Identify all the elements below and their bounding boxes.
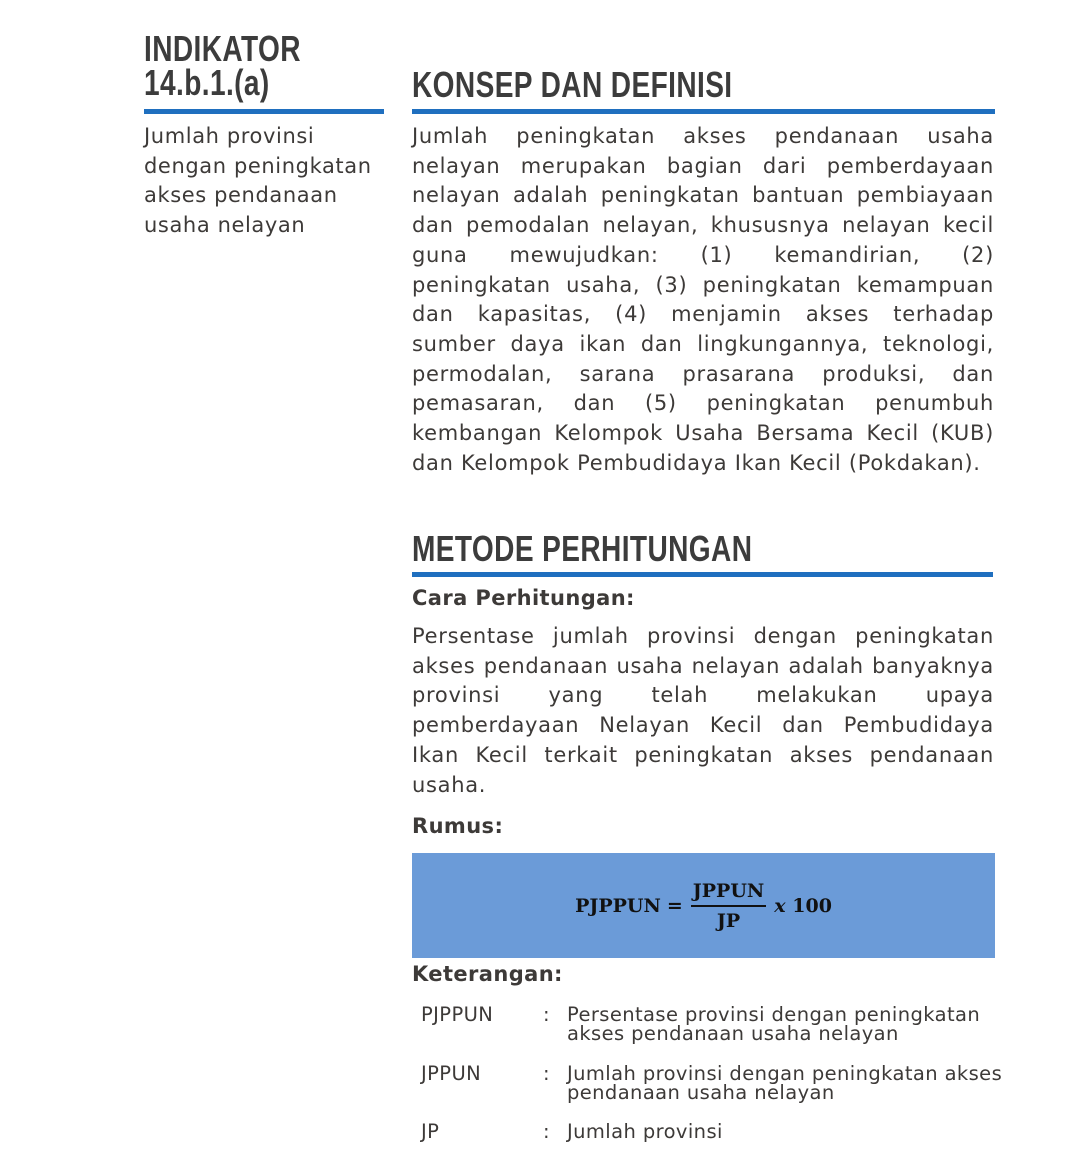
cara-perhitungan-body: Persentase jumlah provinsi dengan peningkatan akses pendanaan usaha nelayan adalah banyaknya provinsi yang telah melakukan upaya pemberdayaan Nelayan Kecil dan Pembudidaya Ikan Kecil terkait peningkatan akses pendanaan usaha. bbox=[412, 624, 994, 797]
indicator-code: 14.b.1.(a) bbox=[144, 62, 270, 103]
keterangan-term: PJPPUN bbox=[421, 1003, 494, 1026]
keterangan-term: JP bbox=[421, 1120, 440, 1143]
konsep-body-text: Jumlah peningkatan akses pendanaan usaha nelayan merupakan bagian dari pemberdayaan nelayan adalah peningkatan bantuan pembiayaan dan pemodalan nelayan, khususnya nelayan kecil guna mewujudkan: (1) kemandirian, (2) peningkatan usaha, (3) peningkatan kemampuan dan kapasitas, (4) menjamin akses terhadap sumber daya ikan dan lingkungannya, teknologi, permodalan, sarana prasarana produksi, dan pemasaran, dan (5) peningkatan penumbuh kembangan Kelompok Usaha Bersama Kecil (KUB) dan Kelompok Pembudidaya Ikan Kecil (Pokdakan). bbox=[412, 124, 994, 475]
konsep-section-title: KONSEP DAN DEFINISI bbox=[412, 64, 733, 105]
formula-equals: = bbox=[666, 894, 683, 917]
keterangan-definition: Jumlah provinsi dengan peningkatan akses pendanaan usaha nelayan bbox=[567, 1062, 1003, 1104]
keterangan-term: JPPUN bbox=[421, 1062, 482, 1085]
formula-fraction bbox=[691, 880, 767, 932]
metode-section-title: METODE PERHITUNGAN bbox=[412, 528, 753, 569]
keterangan-colon: : bbox=[543, 1062, 550, 1085]
formula-multiplier bbox=[774, 895, 832, 917]
formula-box bbox=[412, 853, 995, 958]
konsep-divider bbox=[412, 109, 995, 114]
metode-divider bbox=[412, 572, 993, 577]
formula-numerator: JPPUN bbox=[691, 880, 767, 907]
keterangan-label: Keterangan: bbox=[412, 962, 563, 986]
indicator-divider bbox=[144, 109, 384, 114]
indicator-description: Jumlah provinsi dengan peningkatan akses pendanaan usaha nelayan bbox=[144, 124, 372, 238]
keterangan-colon: : bbox=[543, 1003, 550, 1026]
formula-multiplier-value: 100 bbox=[792, 894, 832, 917]
indicator-title-line1: INDIKATOR bbox=[144, 28, 301, 69]
formula-lhs: PJPPUN bbox=[575, 894, 661, 917]
formula-denominator: JP bbox=[716, 909, 741, 932]
keterangan-definition: Persentase provinsi dengan peningkatan akses pendanaan usaha nelayan bbox=[567, 1003, 981, 1045]
formula bbox=[412, 853, 995, 958]
keterangan-colon: : bbox=[543, 1120, 550, 1143]
indicator-title bbox=[144, 28, 301, 103]
formula-multiply-symbol: x bbox=[774, 894, 786, 917]
rumus-label: Rumus: bbox=[412, 814, 504, 838]
cara-perhitungan-label: Cara Perhitungan: bbox=[412, 586, 635, 610]
keterangan-definition: Jumlah provinsi bbox=[567, 1120, 723, 1143]
